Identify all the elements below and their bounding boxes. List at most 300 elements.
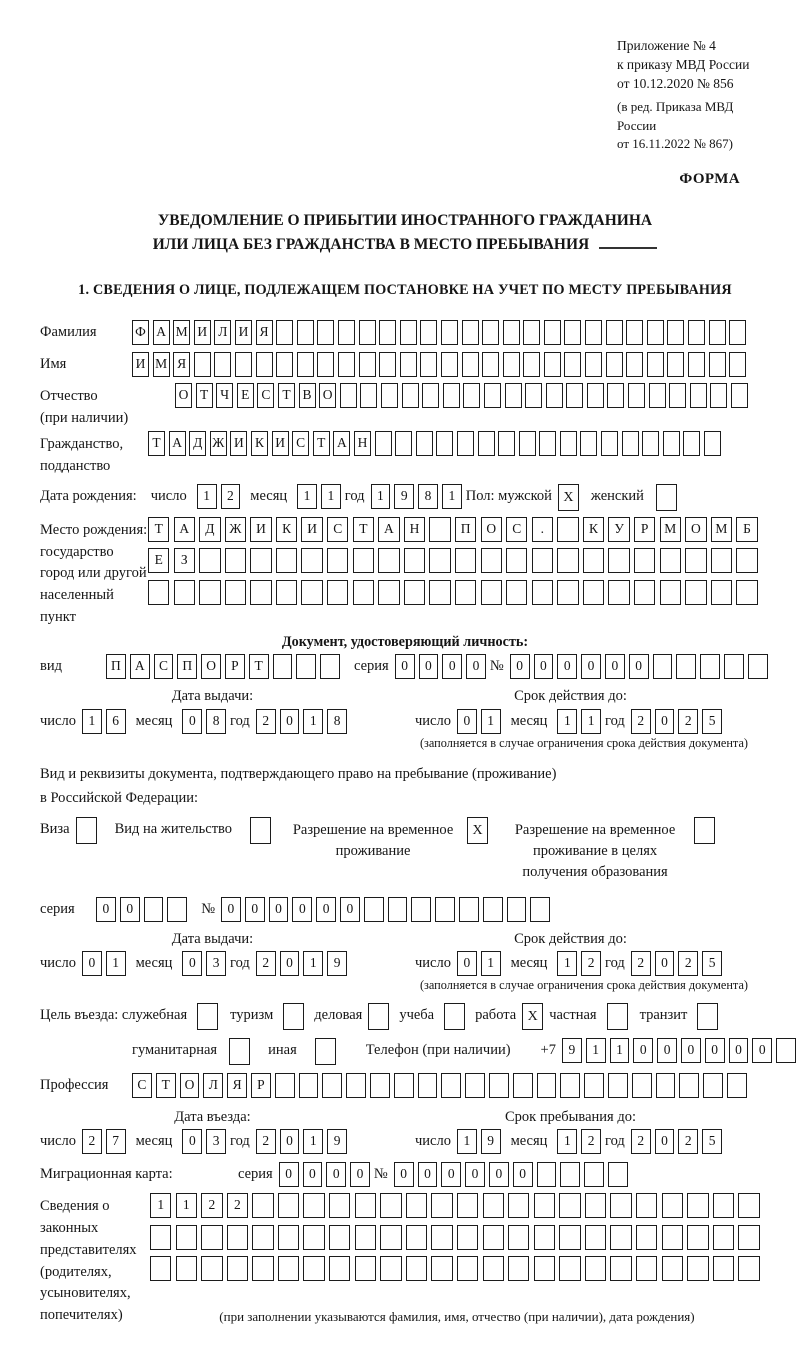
char-cell[interactable]: 2 (256, 709, 276, 734)
char-cell[interactable] (429, 548, 450, 573)
char-cell[interactable]: Е (237, 383, 254, 408)
char-cell[interactable]: 0 (629, 654, 649, 679)
purpose-tourism-checkbox[interactable] (283, 1003, 304, 1030)
char-cell[interactable]: 2 (82, 1129, 102, 1154)
char-cell[interactable]: 0 (441, 1162, 461, 1187)
char-cell[interactable] (340, 383, 357, 408)
char-cell[interactable] (711, 580, 732, 605)
char-cell[interactable] (656, 1073, 676, 1098)
char-cell[interactable]: 8 (327, 709, 347, 734)
char-cell[interactable]: М (173, 320, 190, 345)
char-cell[interactable]: У (608, 517, 629, 542)
char-cell[interactable] (636, 1225, 657, 1250)
char-cell[interactable] (700, 654, 720, 679)
char-cell[interactable] (587, 383, 604, 408)
char-cell[interactable] (513, 1073, 533, 1098)
char-cell[interactable] (150, 1256, 171, 1281)
char-cell[interactable] (443, 383, 460, 408)
char-cell[interactable]: Т (148, 431, 165, 456)
char-cell[interactable] (483, 1256, 504, 1281)
char-cell[interactable]: И (230, 431, 247, 456)
char-cell[interactable] (276, 548, 297, 573)
char-cell[interactable]: Л (203, 1073, 223, 1098)
char-cell[interactable] (738, 1193, 759, 1218)
char-cell[interactable] (519, 431, 536, 456)
char-cell[interactable] (144, 897, 164, 922)
char-cell[interactable] (388, 897, 408, 922)
char-cell[interactable] (457, 1225, 478, 1250)
char-cell[interactable] (608, 1162, 628, 1187)
char-cell[interactable]: 0 (418, 1162, 438, 1187)
char-cell[interactable] (435, 897, 455, 922)
char-cell[interactable]: 0 (729, 1038, 749, 1063)
char-cell[interactable] (250, 580, 271, 605)
char-cell[interactable] (727, 1073, 747, 1098)
char-cell[interactable] (276, 320, 293, 345)
char-cell[interactable] (585, 352, 602, 377)
char-cell[interactable]: 0 (513, 1162, 533, 1187)
char-cell[interactable] (394, 1073, 414, 1098)
char-cell[interactable]: С (327, 517, 348, 542)
char-cell[interactable] (539, 431, 556, 456)
char-cell[interactable]: О (175, 383, 192, 408)
char-cell[interactable] (713, 1225, 734, 1250)
char-cell[interactable]: 0 (489, 1162, 509, 1187)
char-cell[interactable]: И (194, 320, 211, 345)
purpose-transit-checkbox[interactable] (697, 1003, 718, 1030)
char-cell[interactable] (626, 352, 643, 377)
char-cell[interactable]: 0 (269, 897, 289, 922)
char-cell[interactable]: 1 (581, 709, 601, 734)
char-cell[interactable] (201, 1225, 222, 1250)
char-cell[interactable] (455, 580, 476, 605)
char-cell[interactable]: 2 (201, 1193, 222, 1218)
char-cell[interactable]: 1 (176, 1193, 197, 1218)
char-cell[interactable]: В (299, 383, 316, 408)
char-cell[interactable] (296, 654, 316, 679)
char-cell[interactable]: Ф (132, 320, 149, 345)
char-cell[interactable]: 0 (466, 654, 486, 679)
char-cell[interactable]: 0 (395, 654, 415, 679)
char-cell[interactable]: 0 (442, 654, 462, 679)
char-cell[interactable] (225, 548, 246, 573)
char-cell[interactable]: 0 (510, 654, 530, 679)
char-cell[interactable]: 1 (557, 1129, 577, 1154)
char-cell[interactable]: 0 (279, 1162, 299, 1187)
char-cell[interactable]: Я (256, 320, 273, 345)
char-cell[interactable] (303, 1256, 324, 1281)
char-cell[interactable] (329, 1193, 350, 1218)
char-cell[interactable]: С (132, 1073, 152, 1098)
char-cell[interactable] (375, 431, 392, 456)
char-cell[interactable] (297, 352, 314, 377)
char-cell[interactable] (525, 383, 542, 408)
char-cell[interactable] (532, 548, 553, 573)
char-cell[interactable] (422, 383, 439, 408)
char-cell[interactable]: 0 (280, 951, 300, 976)
char-cell[interactable] (584, 1073, 604, 1098)
char-cell[interactable] (634, 548, 655, 573)
char-cell[interactable] (462, 320, 479, 345)
female-checkbox[interactable] (656, 484, 677, 511)
char-cell[interactable] (167, 897, 187, 922)
char-cell[interactable] (353, 548, 374, 573)
char-cell[interactable]: 2 (581, 951, 601, 976)
char-cell[interactable]: 0 (705, 1038, 725, 1063)
char-cell[interactable] (508, 1225, 529, 1250)
char-cell[interactable] (429, 580, 450, 605)
purpose-humanitarian-checkbox[interactable] (229, 1038, 250, 1065)
char-cell[interactable] (647, 352, 664, 377)
char-cell[interactable] (252, 1256, 273, 1281)
char-cell[interactable]: 0 (457, 951, 477, 976)
char-cell[interactable]: П (455, 517, 476, 542)
char-cell[interactable] (214, 352, 231, 377)
char-cell[interactable] (601, 431, 618, 456)
char-cell[interactable] (457, 431, 474, 456)
char-cell[interactable] (278, 1193, 299, 1218)
char-cell[interactable]: 5 (702, 951, 722, 976)
visa-checkbox[interactable] (76, 817, 97, 844)
char-cell[interactable]: 0 (82, 951, 102, 976)
char-cell[interactable] (418, 1073, 438, 1098)
char-cell[interactable]: Я (173, 352, 190, 377)
char-cell[interactable]: 8 (206, 709, 226, 734)
char-cell[interactable]: 0 (581, 654, 601, 679)
char-cell[interactable] (227, 1256, 248, 1281)
char-cell[interactable] (688, 352, 705, 377)
char-cell[interactable]: 1 (197, 484, 217, 509)
char-cell[interactable]: 2 (256, 951, 276, 976)
char-cell[interactable]: О (685, 517, 706, 542)
char-cell[interactable] (662, 1193, 683, 1218)
char-cell[interactable]: М (711, 517, 732, 542)
char-cell[interactable] (690, 383, 707, 408)
char-cell[interactable] (663, 431, 680, 456)
char-cell[interactable] (606, 320, 623, 345)
char-cell[interactable]: 9 (481, 1129, 501, 1154)
char-cell[interactable] (560, 1162, 580, 1187)
char-cell[interactable] (484, 383, 501, 408)
char-cell[interactable] (634, 580, 655, 605)
char-cell[interactable] (275, 1073, 295, 1098)
char-cell[interactable] (483, 897, 503, 922)
char-cell[interactable]: 1 (371, 484, 391, 509)
char-cell[interactable]: П (106, 654, 126, 679)
char-cell[interactable]: 5 (702, 709, 722, 734)
char-cell[interactable]: З (174, 548, 195, 573)
char-cell[interactable]: 1 (106, 951, 126, 976)
char-cell[interactable] (508, 1256, 529, 1281)
char-cell[interactable] (566, 383, 583, 408)
char-cell[interactable]: М (153, 352, 170, 377)
char-cell[interactable]: О (201, 654, 221, 679)
char-cell[interactable] (498, 431, 515, 456)
char-cell[interactable]: 2 (256, 1129, 276, 1154)
char-cell[interactable] (506, 580, 527, 605)
char-cell[interactable] (402, 383, 419, 408)
char-cell[interactable]: О (481, 517, 502, 542)
char-cell[interactable] (478, 431, 495, 456)
char-cell[interactable]: 9 (394, 484, 414, 509)
char-cell[interactable] (406, 1193, 427, 1218)
char-cell[interactable] (738, 1256, 759, 1281)
char-cell[interactable]: Д (189, 431, 206, 456)
char-cell[interactable] (647, 320, 664, 345)
char-cell[interactable] (622, 431, 639, 456)
char-cell[interactable] (748, 654, 768, 679)
char-cell[interactable] (483, 1225, 504, 1250)
char-cell[interactable] (276, 352, 293, 377)
char-cell[interactable]: 0 (182, 709, 202, 734)
char-cell[interactable] (455, 548, 476, 573)
char-cell[interactable]: 0 (96, 897, 116, 922)
char-cell[interactable] (299, 1073, 319, 1098)
char-cell[interactable] (353, 580, 374, 605)
char-cell[interactable] (199, 580, 220, 605)
char-cell[interactable]: 2 (631, 951, 651, 976)
char-cell[interactable]: 7 (106, 1129, 126, 1154)
char-cell[interactable] (505, 383, 522, 408)
char-cell[interactable]: 1 (457, 1129, 477, 1154)
char-cell[interactable] (379, 320, 396, 345)
char-cell[interactable] (483, 1193, 504, 1218)
char-cell[interactable]: Р (225, 654, 245, 679)
char-cell[interactable] (380, 1225, 401, 1250)
char-cell[interactable]: 0 (280, 709, 300, 734)
char-cell[interactable]: С (506, 517, 527, 542)
char-cell[interactable] (317, 320, 334, 345)
purpose-private-checkbox[interactable] (607, 1003, 628, 1030)
char-cell[interactable] (731, 383, 748, 408)
char-cell[interactable]: Н (354, 431, 371, 456)
char-cell[interactable]: 0 (350, 1162, 370, 1187)
char-cell[interactable]: 1 (321, 484, 341, 509)
char-cell[interactable]: Т (156, 1073, 176, 1098)
char-cell[interactable]: 6 (106, 709, 126, 734)
purpose-other-checkbox[interactable] (315, 1038, 336, 1065)
char-cell[interactable]: И (301, 517, 322, 542)
char-cell[interactable] (176, 1225, 197, 1250)
char-cell[interactable] (608, 580, 629, 605)
char-cell[interactable]: 0 (457, 709, 477, 734)
char-cell[interactable]: А (130, 654, 150, 679)
char-cell[interactable] (359, 320, 376, 345)
char-cell[interactable]: 0 (245, 897, 265, 922)
char-cell[interactable] (532, 580, 553, 605)
char-cell[interactable] (584, 1162, 604, 1187)
char-cell[interactable]: Ч (216, 383, 233, 408)
char-cell[interactable]: О (319, 383, 336, 408)
char-cell[interactable] (557, 548, 578, 573)
char-cell[interactable]: 9 (562, 1038, 582, 1063)
char-cell[interactable]: 1 (150, 1193, 171, 1218)
char-cell[interactable]: Р (634, 517, 655, 542)
char-cell[interactable] (642, 431, 659, 456)
residence-permit-checkbox[interactable] (250, 817, 271, 844)
char-cell[interactable]: Т (249, 654, 269, 679)
char-cell[interactable] (457, 1256, 478, 1281)
char-cell[interactable] (276, 580, 297, 605)
char-cell[interactable] (688, 320, 705, 345)
char-cell[interactable] (583, 580, 604, 605)
char-cell[interactable] (662, 1225, 683, 1250)
char-cell[interactable] (669, 383, 686, 408)
char-cell[interactable] (580, 431, 597, 456)
char-cell[interactable] (636, 1193, 657, 1218)
char-cell[interactable]: 2 (678, 1129, 698, 1154)
char-cell[interactable]: 5 (702, 1129, 722, 1154)
char-cell[interactable]: Т (353, 517, 374, 542)
char-cell[interactable] (534, 1193, 555, 1218)
char-cell[interactable] (359, 352, 376, 377)
char-cell[interactable]: К (583, 517, 604, 542)
char-cell[interactable]: 0 (655, 709, 675, 734)
char-cell[interactable]: 1 (303, 709, 323, 734)
char-cell[interactable] (660, 580, 681, 605)
char-cell[interactable] (610, 1193, 631, 1218)
char-cell[interactable] (360, 383, 377, 408)
char-cell[interactable] (546, 383, 563, 408)
char-cell[interactable] (544, 352, 561, 377)
char-cell[interactable] (482, 352, 499, 377)
char-cell[interactable] (649, 383, 666, 408)
char-cell[interactable] (489, 1073, 509, 1098)
char-cell[interactable]: П (177, 654, 197, 679)
char-cell[interactable] (585, 1225, 606, 1250)
char-cell[interactable]: 0 (465, 1162, 485, 1187)
char-cell[interactable]: 3 (206, 1129, 226, 1154)
char-cell[interactable] (736, 548, 757, 573)
char-cell[interactable] (176, 1256, 197, 1281)
char-cell[interactable]: 1 (586, 1038, 606, 1063)
char-cell[interactable] (704, 431, 721, 456)
char-cell[interactable]: И (272, 431, 289, 456)
char-cell[interactable] (482, 320, 499, 345)
char-cell[interactable] (317, 352, 334, 377)
char-cell[interactable] (557, 517, 578, 542)
char-cell[interactable] (628, 383, 645, 408)
char-cell[interactable]: О (180, 1073, 200, 1098)
char-cell[interactable]: А (153, 320, 170, 345)
char-cell[interactable]: Д (199, 517, 220, 542)
char-cell[interactable]: Ж (210, 431, 227, 456)
char-cell[interactable]: 1 (557, 709, 577, 734)
char-cell[interactable]: 0 (681, 1038, 701, 1063)
char-cell[interactable] (636, 1256, 657, 1281)
char-cell[interactable] (683, 431, 700, 456)
char-cell[interactable]: 2 (678, 951, 698, 976)
char-cell[interactable] (523, 320, 540, 345)
char-cell[interactable]: 0 (534, 654, 554, 679)
char-cell[interactable] (530, 897, 550, 922)
char-cell[interactable]: 0 (340, 897, 360, 922)
char-cell[interactable] (225, 580, 246, 605)
char-cell[interactable] (559, 1193, 580, 1218)
char-cell[interactable]: 0 (326, 1162, 346, 1187)
char-cell[interactable] (420, 320, 437, 345)
char-cell[interactable]: Т (313, 431, 330, 456)
char-cell[interactable]: С (154, 654, 174, 679)
char-cell[interactable] (534, 1225, 555, 1250)
char-cell[interactable]: С (292, 431, 309, 456)
char-cell[interactable] (685, 580, 706, 605)
char-cell[interactable] (150, 1225, 171, 1250)
char-cell[interactable]: 0 (657, 1038, 677, 1063)
char-cell[interactable] (436, 431, 453, 456)
char-cell[interactable] (503, 352, 520, 377)
char-cell[interactable] (729, 352, 746, 377)
char-cell[interactable] (713, 1256, 734, 1281)
char-cell[interactable] (355, 1256, 376, 1281)
char-cell[interactable]: Н (404, 517, 425, 542)
char-cell[interactable]: 1 (303, 951, 323, 976)
char-cell[interactable] (506, 548, 527, 573)
char-cell[interactable] (431, 1193, 452, 1218)
rvp-checkbox[interactable]: X (467, 817, 488, 844)
char-cell[interactable]: 1 (82, 709, 102, 734)
char-cell[interactable]: 1 (442, 484, 462, 509)
char-cell[interactable]: 1 (297, 484, 317, 509)
char-cell[interactable] (507, 897, 527, 922)
char-cell[interactable] (303, 1225, 324, 1250)
char-cell[interactable] (559, 1256, 580, 1281)
char-cell[interactable] (400, 352, 417, 377)
char-cell[interactable] (329, 1225, 350, 1250)
char-cell[interactable] (462, 352, 479, 377)
char-cell[interactable] (379, 352, 396, 377)
char-cell[interactable] (457, 1193, 478, 1218)
char-cell[interactable]: 2 (631, 1129, 651, 1154)
char-cell[interactable] (583, 548, 604, 573)
char-cell[interactable] (662, 1256, 683, 1281)
char-cell[interactable] (406, 1225, 427, 1250)
char-cell[interactable] (560, 1073, 580, 1098)
char-cell[interactable]: И (132, 352, 149, 377)
char-cell[interactable]: К (251, 431, 268, 456)
char-cell[interactable] (736, 580, 757, 605)
char-cell[interactable] (667, 320, 684, 345)
char-cell[interactable] (465, 1073, 485, 1098)
char-cell[interactable]: 0 (605, 654, 625, 679)
char-cell[interactable]: 2 (221, 484, 241, 509)
purpose-study-checkbox[interactable] (444, 1003, 465, 1030)
char-cell[interactable] (278, 1225, 299, 1250)
char-cell[interactable] (534, 1256, 555, 1281)
char-cell[interactable] (608, 548, 629, 573)
char-cell[interactable]: . (532, 517, 553, 542)
char-cell[interactable]: А (169, 431, 186, 456)
char-cell[interactable] (378, 580, 399, 605)
char-cell[interactable]: К (276, 517, 297, 542)
char-cell[interactable]: Л (214, 320, 231, 345)
char-cell[interactable] (441, 320, 458, 345)
char-cell[interactable] (729, 320, 746, 345)
char-cell[interactable]: 2 (227, 1193, 248, 1218)
char-cell[interactable] (273, 654, 293, 679)
char-cell[interactable] (355, 1193, 376, 1218)
char-cell[interactable] (301, 580, 322, 605)
char-cell[interactable] (610, 1225, 631, 1250)
char-cell[interactable]: 3 (206, 951, 226, 976)
char-cell[interactable]: 0 (655, 1129, 675, 1154)
char-cell[interactable] (585, 320, 602, 345)
char-cell[interactable] (606, 352, 623, 377)
char-cell[interactable]: Ж (225, 517, 246, 542)
char-cell[interactable] (297, 320, 314, 345)
char-cell[interactable] (327, 548, 348, 573)
char-cell[interactable]: Р (251, 1073, 271, 1098)
